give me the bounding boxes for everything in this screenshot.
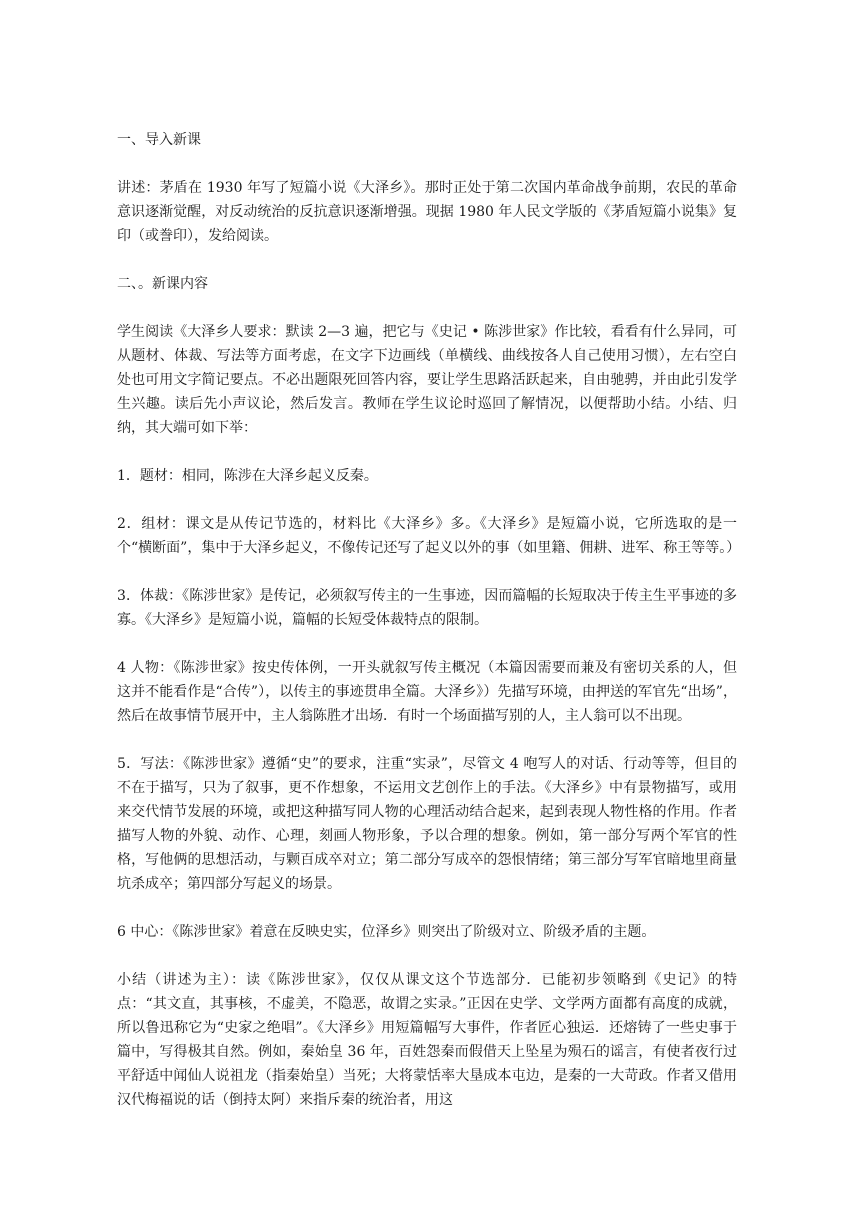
paragraph-summary: 小结（讲述为主）：读《陈涉世家》，仅仅从课文这个节选部分．已能初步领略到《史记》的特点：“其文直，其事核，不虚美，不隐恶，故谓之实录。”正因在史学、文学两方面都有高度的成就，所以鲁迅称它为“史家之绝唱”。《大泽乡》用短篇幅写大事件，作者匠心独运．还熔铸了一些史事于篇中，写得极其自然。例如，秦始皇 36 年，百姓怨秦而假借天上坠星为殒石的谣言，有使者夜行过平舒适中闻仙人说祖龙（指秦始皇）当死；大将蒙恬率大垦成本屯边，是秦的一大苛政。作者又借用汉代梅福说的话（倒持太阿）来指斥秦的统治者，用这 xyxy=(117,972,737,1108)
paragraph-lecture: 讲述：茅盾在 1930 年写了短篇小说《大泽乡》。那时正处于第二次国内革命战争前期，农民的革命意识逐渐觉醒，对反动统治的反抗意识逐渐增强。现据 1980 年人民文学版的《茅盾短篇小说集》复印（或誊印），发给阅读。 xyxy=(117,180,737,244)
paragraph-characters: 4 人物：《陈涉世家》按史传体例，一开头就叙写传主概况（本篇因需要而兼及有密切关系的人，但这并不能看作是“合传”），以传主的事迹贯串全篇。大泽乡》）先描写环境，由押送的军官先“出场”，然后在故事情节展开中，主人翁陈胜才出场．有时一个场面描写别的人，主人翁可以不出现。 xyxy=(117,660,737,724)
paragraph-material-selection: 2．组材：课文是从传记节选的，材料比《大泽乡》多。《大泽乡》是短篇小说，它所选取的是一个“横断面”，集中于大泽乡起义，不像传记还写了起义以外的事（如里籍、佣耕、进军、称王等等。） xyxy=(117,516,741,556)
section-heading-new-lesson: 二、。新课内容 xyxy=(117,276,208,292)
paragraph-writing-method: 5．写法：《陈涉世家》遵循“史”的要求，注重“实录”，尽管文 4 咆写人的对话、行动等等，但目的不在于描写，只为了叙事，更不作想象，不运用文艺创作上的手法。《大泽乡》中有景物描写，或用来交代情节发展的环境，或把这种描写同人物的心理活动结合起来，起到表现人物性格的作用。作者描写人物的外貌、动作、心理，刻画人物形象，予以合理的想象。例如，第一部分写两个军官的性格，写他俩的思想活动，与颗百成卒对立；第二部分写成卒的怨恨情绪；第三部分写军官暗地里商量坑杀成卒；第四部分写起义的场景。 xyxy=(117,756,737,892)
paragraph-central-theme: 6 中心：《陈涉世家》着意在反映史实，位泽乡》则突出了阶级对立、阶级矛盾的主题。 xyxy=(117,924,656,940)
paragraph-subject-matter: 1．题材：相同，陈涉在大泽乡起义反秦。 xyxy=(117,468,378,484)
section-heading-intro: 一、导入新课 xyxy=(117,132,201,148)
paragraph-reading-task: 学生阅读《大泽乡人要求：默读 2—3 遍，把它与《史记 • 陈涉世家》作比较，看看有什么异同，可从题材、体裁、写法等方面考虑，在文字下边画线（单横线、曲线按各人自己使用习惯），左右空白处也可用文字简记要点。不必出题限死回答内容，要让学生思路活跃起来，自由驰骋，并由此引发学生兴趣。读后先小声议论，然后发言。教师在学生议论时巡回了解情况，以便帮助小结。小结、归纳，其大端可如下举： xyxy=(117,324,737,436)
paragraph-genre: 3．体裁：《陈涉世家》是传记，必须叙写传主的一生事迹，因而篇幅的长短取决于传主生平事迹的多寡。《大泽乡》是短篇小说，篇幅的长短受体裁特点的限制。 xyxy=(117,588,737,628)
document-page xyxy=(117,128,741,1112)
